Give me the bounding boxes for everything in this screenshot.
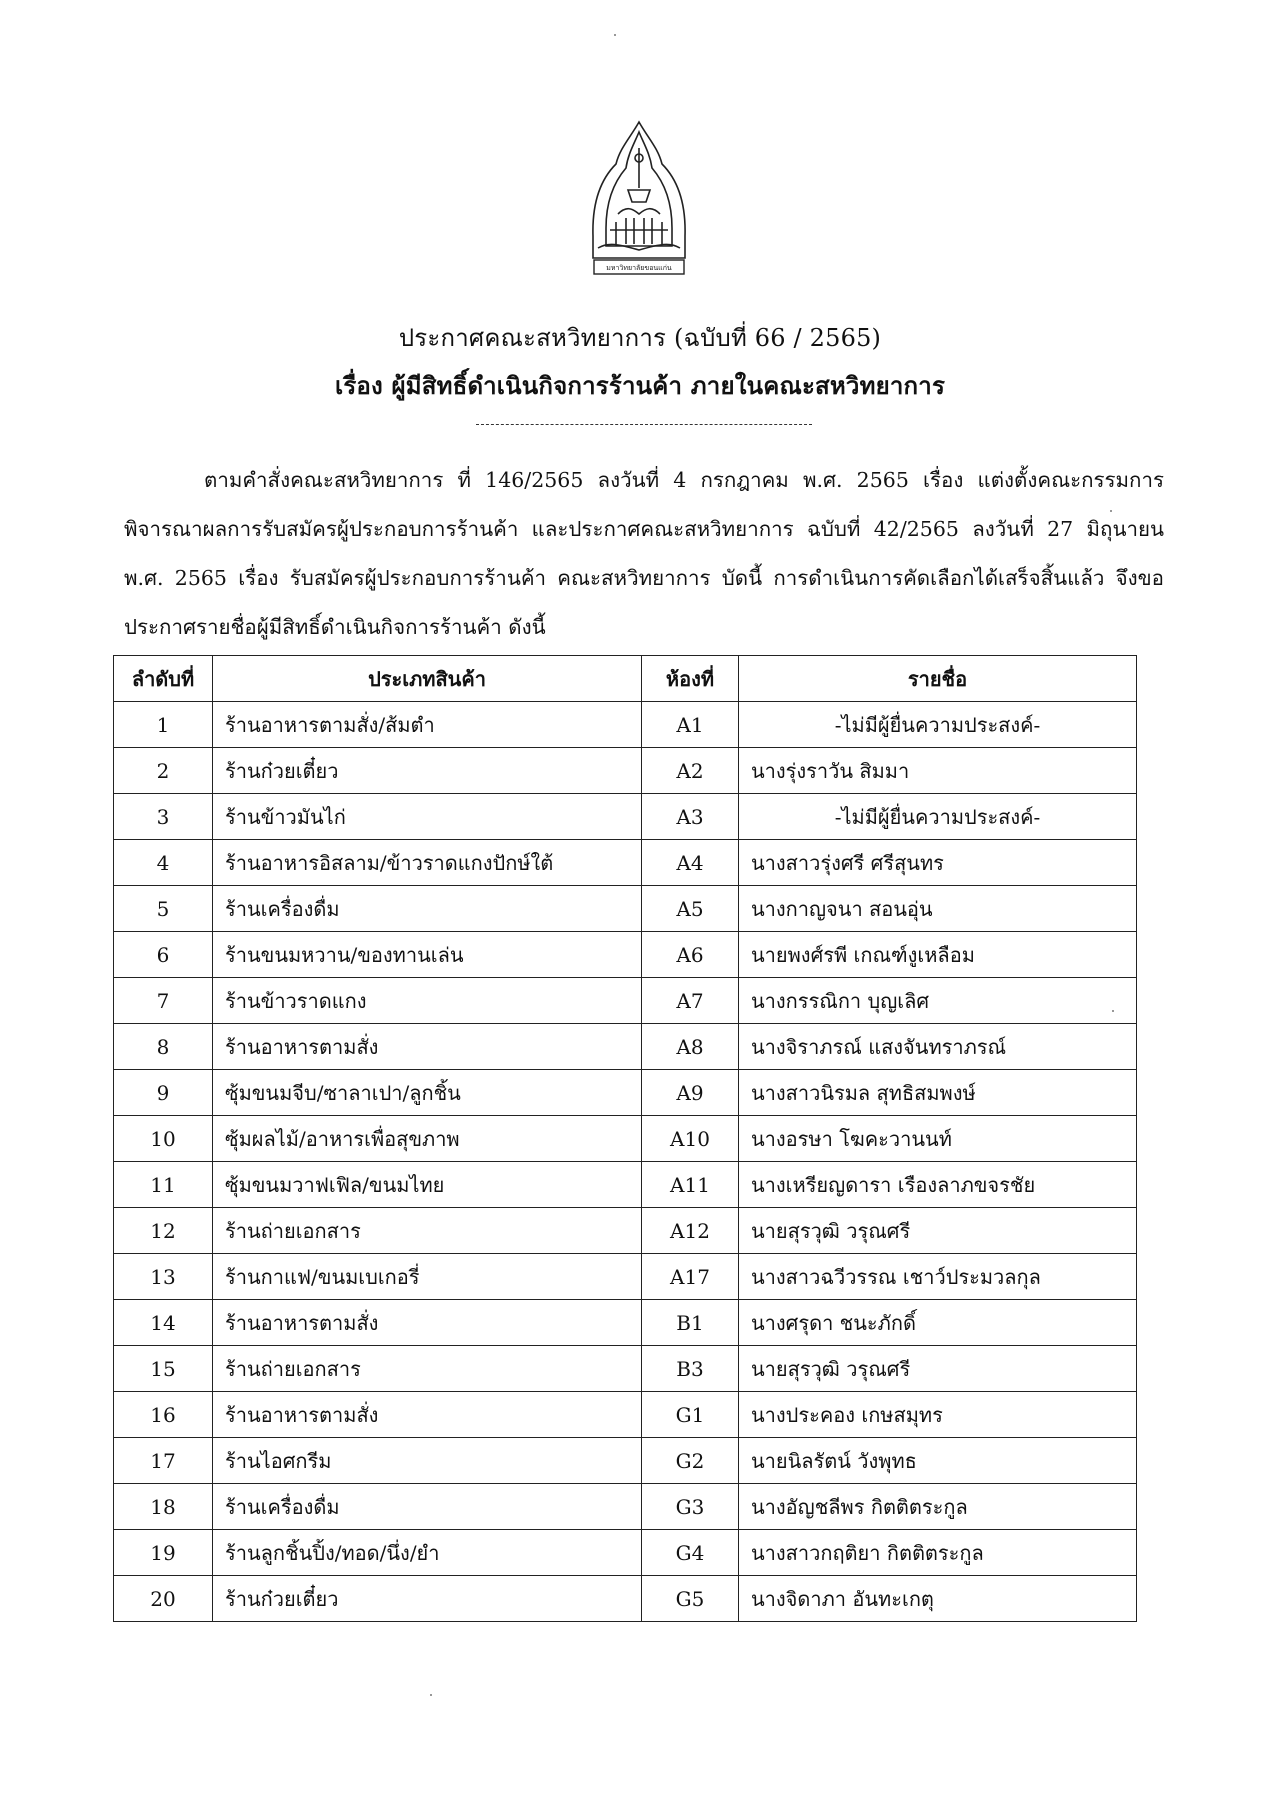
row-room: A5: [642, 886, 739, 932]
row-name: นางสาวฉวีวรรณ เชาว์ประมวลกุล: [739, 1254, 1137, 1300]
row-product-type: ร้านเครื่องดื่ม: [213, 886, 642, 932]
row-product-type: ร้านก๋วยเตี๋ยว: [213, 748, 642, 794]
row-product-type: ร้านอาหารตามสั่ง: [213, 1024, 642, 1070]
row-number: 12: [114, 1208, 213, 1254]
scan-speck: [1110, 510, 1112, 512]
row-product-type: ร้านถ่ายเอกสาร: [213, 1346, 642, 1392]
header-name: รายชื่อ: [739, 656, 1137, 702]
row-name: นางกรรณิกา บุญเลิศ: [739, 978, 1137, 1024]
header-product-type: ประเภทสินค้า: [213, 656, 642, 702]
announcement-body: [124, 456, 1164, 652]
row-name: นายนิลรัตน์ วังพุทธ: [739, 1438, 1137, 1484]
row-name: นางประคอง เกษสมุทร: [739, 1392, 1137, 1438]
row-name: นางกาญจนา สอนอุ่น: [739, 886, 1137, 932]
row-product-type: ร้านข้าวมันไก่: [213, 794, 642, 840]
table-row: [114, 1024, 1137, 1070]
row-product-type: ร้านเครื่องดื่ม: [213, 1484, 642, 1530]
shop-assignment-table: [113, 655, 1137, 1622]
table-row: [114, 1438, 1137, 1484]
row-room: A3: [642, 794, 739, 840]
row-number: 11: [114, 1162, 213, 1208]
row-number: 1: [114, 702, 213, 748]
row-name: -ไม่มีผู้ยื่นความประสงค์-: [739, 794, 1137, 840]
table-row: [114, 978, 1137, 1024]
row-product-type: ซุ้มขนมวาฟเฟิล/ขนมไทย: [213, 1162, 642, 1208]
row-name: นางศรุดา ชนะภักดิ์: [739, 1300, 1137, 1346]
row-number: 8: [114, 1024, 213, 1070]
row-product-type: ร้านลูกชิ้นปิ้ง/ทอด/นึ่ง/ยำ: [213, 1530, 642, 1576]
row-number: 10: [114, 1116, 213, 1162]
row-number: 2: [114, 748, 213, 794]
row-room: A11: [642, 1162, 739, 1208]
row-name: นางเหรียญดารา เรืองลาภขจรชัย: [739, 1162, 1137, 1208]
row-room: G3: [642, 1484, 739, 1530]
row-room: G4: [642, 1530, 739, 1576]
row-room: B1: [642, 1300, 739, 1346]
row-product-type: ร้านขนมหวาน/ของทานเล่น: [213, 932, 642, 978]
table-row: [114, 1116, 1137, 1162]
row-name: นางรุ่งราวัน สิมมา: [739, 748, 1137, 794]
row-room: A2: [642, 748, 739, 794]
title-separator: [476, 424, 812, 425]
row-product-type: ร้านอาหารตามสั่ง: [213, 1392, 642, 1438]
table-row: [114, 1392, 1137, 1438]
table-row: [114, 702, 1137, 748]
row-name: นางจิดาภา อันทะเกตุ: [739, 1576, 1137, 1622]
row-room: B3: [642, 1346, 739, 1392]
row-name: นายสุรวุฒิ วรุณศรี: [739, 1346, 1137, 1392]
announcement-subject: เรื่อง ผู้มีสิทธิ์ดำเนินกิจการร้านค้า ภายในคณะสหวิทยาการ: [334, 371, 946, 400]
row-product-type: ซุ้มผลไม้/อาหารเพื่อสุขภาพ: [213, 1116, 642, 1162]
row-name: นางอัญชลีพร กิตติตระกูล: [739, 1484, 1137, 1530]
row-product-type: ร้านไอศกรีม: [213, 1438, 642, 1484]
table-header-row: [114, 656, 1137, 702]
row-room: A6: [642, 932, 739, 978]
row-room: A12: [642, 1208, 739, 1254]
row-number: 7: [114, 978, 213, 1024]
table-row: [114, 1254, 1137, 1300]
row-room: A8: [642, 1024, 739, 1070]
row-room: A10: [642, 1116, 739, 1162]
row-name: นางสาวรุ่งศรี ศรีสุนทร: [739, 840, 1137, 886]
row-number: 4: [114, 840, 213, 886]
scan-speck: [1112, 1010, 1114, 1012]
row-product-type: ร้านกาแฟ/ขนมเบเกอรี่: [213, 1254, 642, 1300]
row-room: A9: [642, 1070, 739, 1116]
row-number: 15: [114, 1346, 213, 1392]
row-room: A7: [642, 978, 739, 1024]
row-number: 9: [114, 1070, 213, 1116]
row-product-type: ร้านอาหารอิสลาม/ข้าวราดแกงปักษ์ใต้: [213, 840, 642, 886]
scan-speck: [614, 34, 616, 36]
row-name: นางสาวกฤติยา กิตติตระกูล: [739, 1530, 1137, 1576]
table-row: [114, 794, 1137, 840]
row-name: นางจิราภรณ์ แสงจันทราภรณ์: [739, 1024, 1137, 1070]
table-row: [114, 932, 1137, 978]
table-row: [114, 886, 1137, 932]
body-paragraph: ตามคำสั่งคณะสหวิทยาการ ที่ 146/2565 ลงวันที่ 4 กรกฎาคม พ.ศ. 2565 เรื่อง แต่งตั้งคณะกรรมการพิจารณาผลการรับสมัครผู้ประกอบการร้านค้า และประกาศคณะสหวิทยาการ ฉบับที่ 42/2565 ลงวันที่ 27 มิถุนายน พ.ศ. 2565 เรื่อง รับสมัครผู้ประกอบการร้านค้า คณะสหวิทยาการ บัดนี้ การดำเนินการคัดเลือกได้เสร็จสิ้นแล้ว จึงขอประกาศรายชื่อผู้มีสิทธิ์ดำเนินกิจการร้านค้า ดังนี้: [124, 468, 1164, 639]
row-name: นายสุรวุฒิ วรุณศรี: [739, 1208, 1137, 1254]
seal-lettering: มหาวิทยาลัยขอนแก่น: [606, 264, 672, 272]
row-name: นางสาวนิรมล สุทธิสมพงษ์: [739, 1070, 1137, 1116]
row-room: G1: [642, 1392, 739, 1438]
table-row: [114, 748, 1137, 794]
table-row: [114, 1530, 1137, 1576]
row-number: 17: [114, 1438, 213, 1484]
row-room: G5: [642, 1576, 739, 1622]
row-number: 19: [114, 1530, 213, 1576]
university-seal-logo: [588, 118, 690, 284]
row-name: -ไม่มีผู้ยื่นความประสงค์-: [739, 702, 1137, 748]
row-product-type: ร้านอาหารตามสั่ง: [213, 1300, 642, 1346]
announcement-title: ประกาศคณะสหวิทยาการ (ฉบับที่ 66 / 2565): [398, 324, 882, 352]
row-name: นางอรษา โฆคะวานนท์: [739, 1116, 1137, 1162]
table-row: [114, 1162, 1137, 1208]
header-room: ห้องที่: [642, 656, 739, 702]
row-name: นายพงศ์รพี เกณฑ์งูเหลือม: [739, 932, 1137, 978]
row-room: A17: [642, 1254, 739, 1300]
row-room: G2: [642, 1438, 739, 1484]
table-row: [114, 1576, 1137, 1622]
row-number: 14: [114, 1300, 213, 1346]
scan-speck: [430, 1694, 432, 1696]
table-row: [114, 1070, 1137, 1116]
row-number: 18: [114, 1484, 213, 1530]
row-number: 6: [114, 932, 213, 978]
row-product-type: ร้านข้าวราดแกง: [213, 978, 642, 1024]
table-row: [114, 840, 1137, 886]
row-product-type: ร้านถ่ายเอกสาร: [213, 1208, 642, 1254]
row-number: 13: [114, 1254, 213, 1300]
row-room: A4: [642, 840, 739, 886]
header-number: ลำดับที่: [114, 656, 213, 702]
table-row: [114, 1346, 1137, 1392]
table-row: [114, 1300, 1137, 1346]
row-number: 16: [114, 1392, 213, 1438]
table-row: [114, 1484, 1137, 1530]
row-number: 5: [114, 886, 213, 932]
row-product-type: ร้านก๋วยเตี๋ยว: [213, 1576, 642, 1622]
row-number: 3: [114, 794, 213, 840]
row-product-type: ร้านอาหารตามสั่ง/ส้มตำ: [213, 702, 642, 748]
row-product-type: ซุ้มขนมจีบ/ซาลาเปา/ลูกชิ้น: [213, 1070, 642, 1116]
row-number: 20: [114, 1576, 213, 1622]
row-room: A1: [642, 702, 739, 748]
table-row: [114, 1208, 1137, 1254]
